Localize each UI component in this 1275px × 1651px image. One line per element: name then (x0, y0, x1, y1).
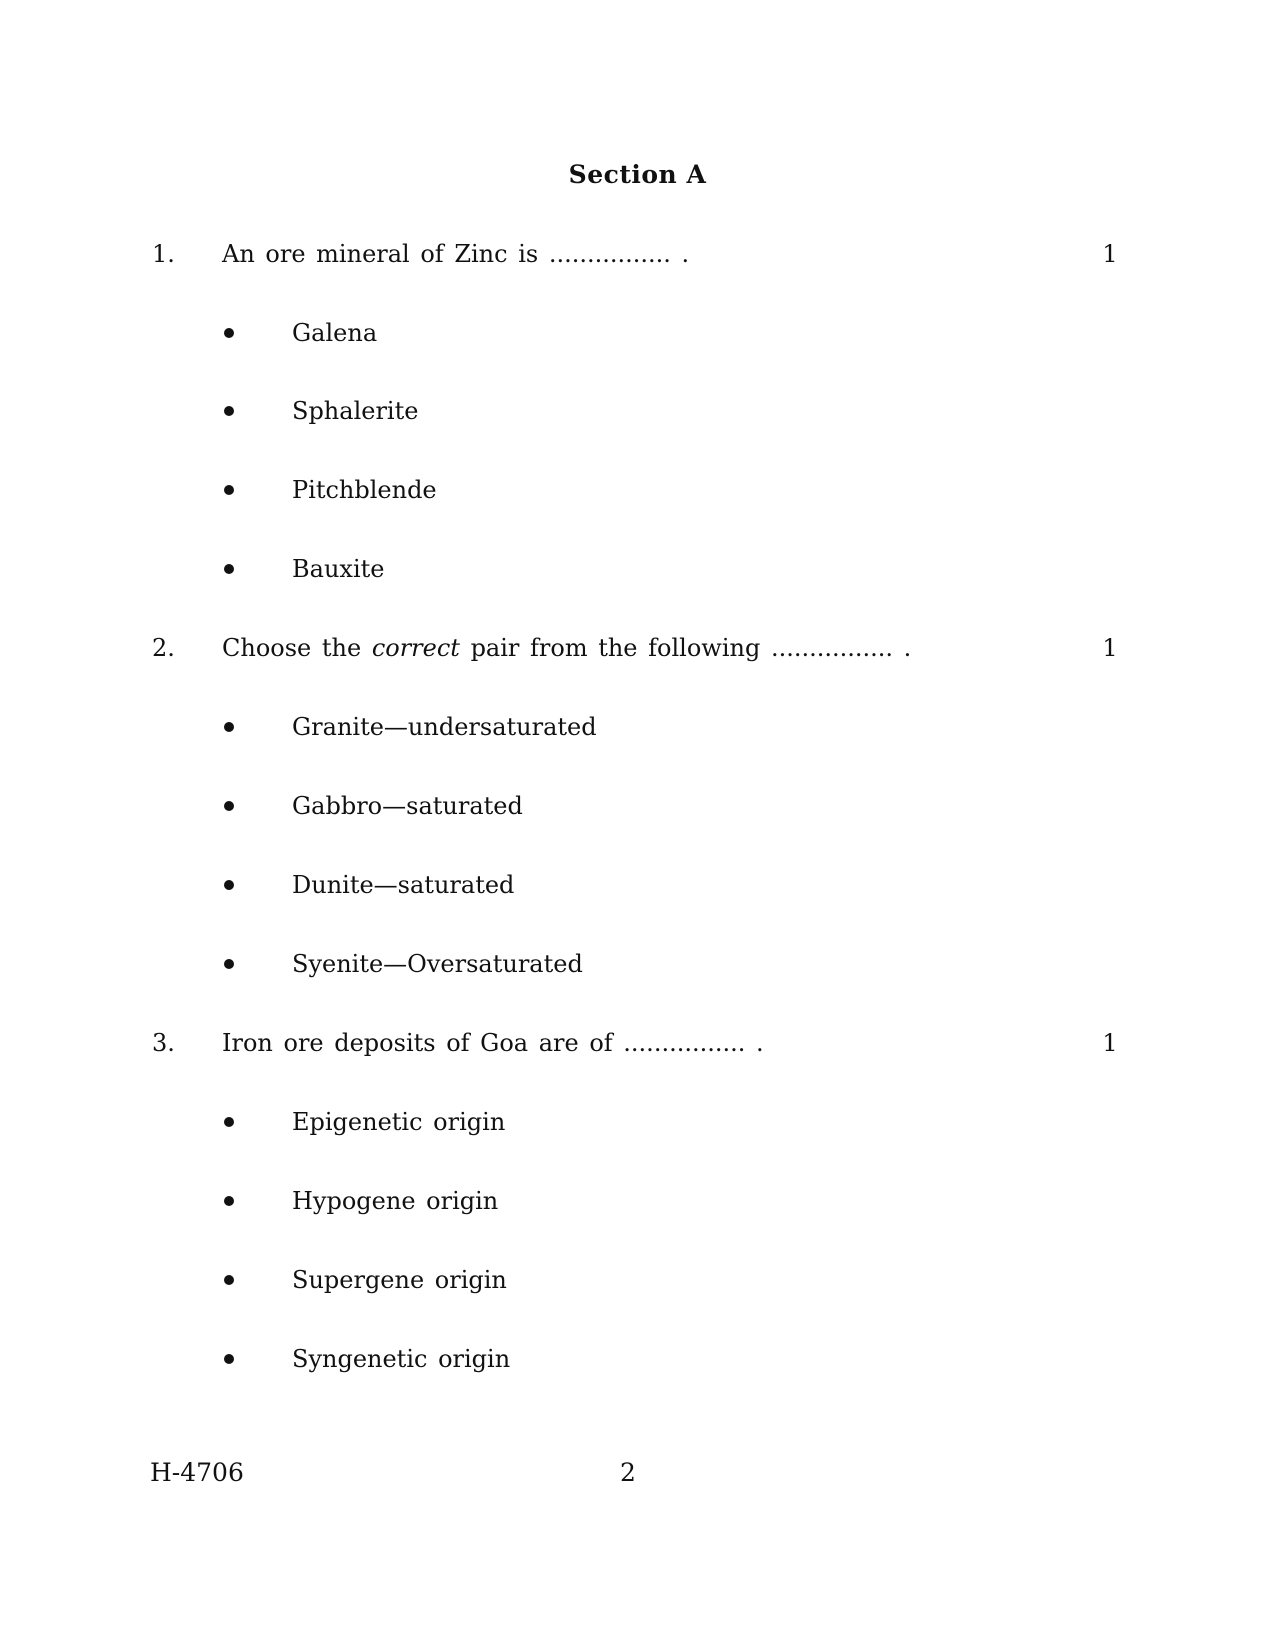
question-text-emphasis: correct (371, 634, 460, 662)
option-item (0, 1341, 1275, 1377)
bullet-icon (224, 1275, 234, 1285)
bullet-icon (224, 959, 234, 969)
option-text: Granite—undersaturated (292, 713, 597, 741)
option-text: Hypogene origin (292, 1187, 499, 1215)
question-2 (0, 630, 1275, 666)
bullet-icon (224, 1354, 234, 1364)
section-title: Section A (568, 160, 707, 189)
question-text (222, 630, 911, 666)
bullet-icon (224, 485, 234, 495)
question-number: 2. (152, 634, 175, 662)
question-marks: 1 (1102, 634, 1118, 662)
bullet-icon (224, 880, 234, 890)
option-item (0, 1183, 1275, 1219)
option-text: Sphalerite (292, 397, 419, 425)
bullet-icon (224, 801, 234, 811)
option-item (0, 472, 1275, 508)
option-item (0, 315, 1275, 351)
option-item (0, 1262, 1275, 1298)
paper-code: H-4706 (150, 1458, 244, 1487)
question-3 (0, 1025, 1275, 1061)
option-text: Dunite—saturated (292, 871, 515, 899)
option-item (0, 1104, 1275, 1140)
question-text-part: Iron ore deposits of Goa are of ................ . (222, 1029, 764, 1057)
option-text: Bauxite (292, 555, 385, 583)
question-text-part: pair from the following ................ . (459, 634, 912, 662)
option-item (0, 788, 1275, 824)
question-marks: 1 (1102, 1029, 1118, 1057)
option-text: Galena (292, 319, 378, 347)
question-number: 1. (152, 240, 175, 268)
question-text-part: Choose the (222, 634, 372, 662)
question-text-part: An ore mineral of Zinc is ................ . (222, 240, 690, 268)
option-item (0, 867, 1275, 903)
bullet-icon (224, 328, 234, 338)
option-item (0, 709, 1275, 745)
question-number: 3. (152, 1029, 175, 1057)
option-text: Syngenetic origin (292, 1345, 511, 1373)
bullet-icon (224, 722, 234, 732)
option-item (0, 551, 1275, 587)
option-text: Gabbro—saturated (292, 792, 523, 820)
question-marks: 1 (1102, 240, 1118, 268)
bullet-icon (224, 406, 234, 416)
option-text: Pitchblende (292, 476, 437, 504)
option-text: Supergene origin (292, 1266, 507, 1294)
question-1 (0, 236, 1275, 272)
option-text: Syenite—Oversaturated (292, 950, 583, 978)
option-item (0, 393, 1275, 429)
option-item (0, 946, 1275, 982)
option-text: Epigenetic origin (292, 1108, 506, 1136)
bullet-icon (224, 1117, 234, 1127)
question-text (222, 1025, 764, 1061)
bullet-icon (224, 1196, 234, 1206)
page-number: 2 (620, 1458, 636, 1487)
question-text (222, 236, 689, 272)
bullet-icon (224, 564, 234, 574)
